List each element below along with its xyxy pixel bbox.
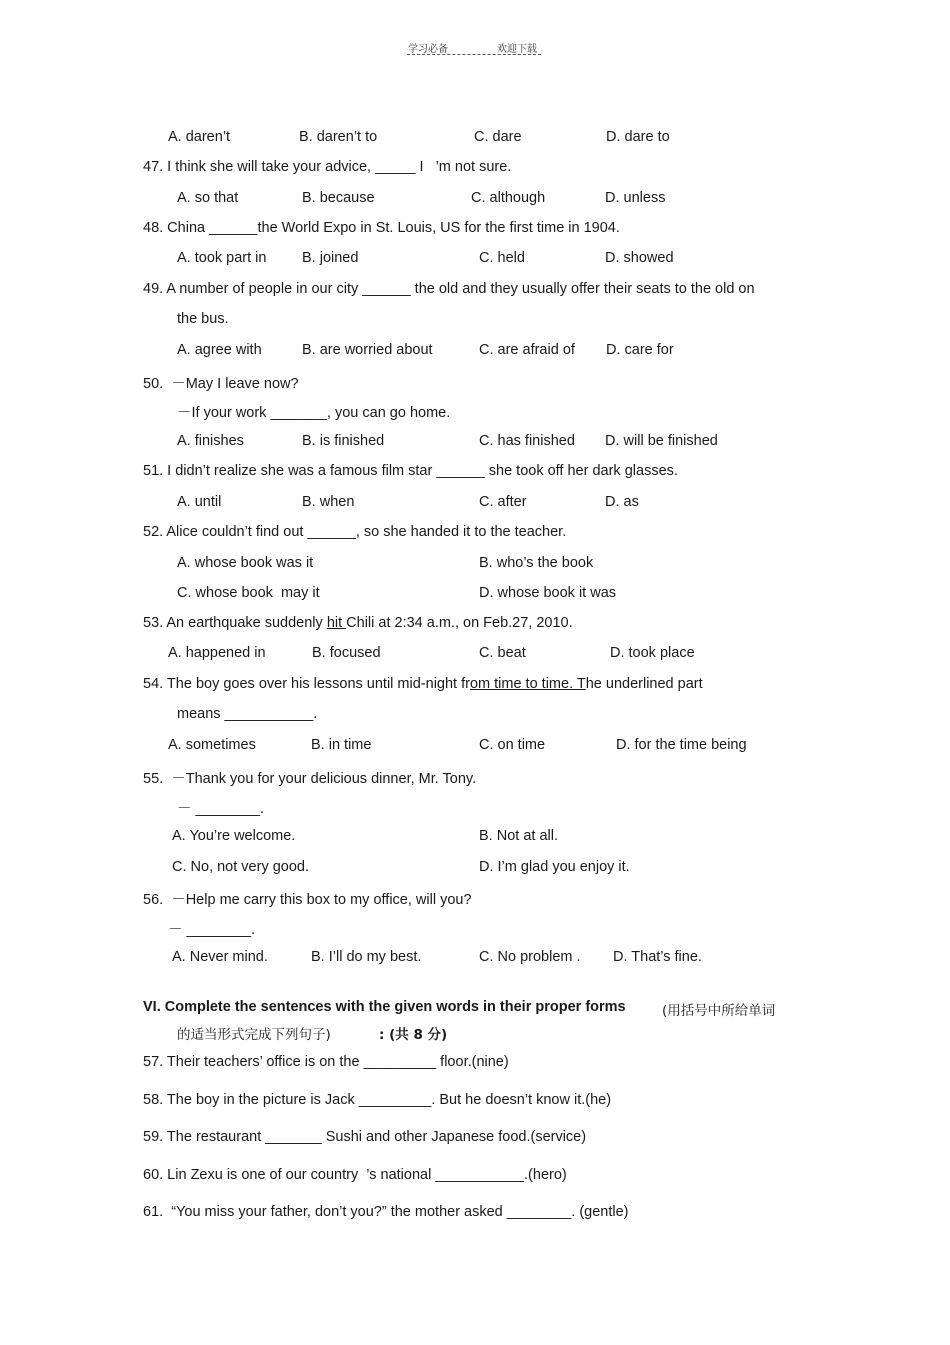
- q54-option-b: B. in time: [311, 737, 372, 753]
- q54-underlined-part: om time to time. T: [469, 676, 586, 692]
- q51-option-d: D. as: [605, 494, 639, 510]
- q56-option-d: D. That’s fine.: [613, 949, 702, 965]
- q53-option-a: A. happened in: [168, 645, 266, 661]
- q55-option-b: B. Not at all.: [479, 828, 558, 844]
- q51-option-b: B. when: [302, 494, 355, 510]
- section-6-title: VI. Complete the sentences with the given words in their proper forms: [143, 999, 626, 1015]
- q47-option-d: D. unless: [605, 190, 666, 206]
- section-6-score: : (共 8 分): [379, 1027, 448, 1043]
- q54-option-a: A. sometimes: [168, 737, 256, 753]
- q56-option-a: A. Never mind.: [172, 949, 268, 965]
- q53-option-d: D. took place: [610, 645, 695, 661]
- q58-stem: 58. The boy in the picture is Jack _________. But he doesn’t know it.(he): [143, 1092, 612, 1108]
- q46-option-c: C. dare: [474, 129, 522, 145]
- q49-option-b: B. are worried about: [302, 342, 433, 358]
- q53-stem: [143, 615, 573, 631]
- q52-option-a: A. whose book was it: [177, 555, 314, 571]
- q53-stem-end: Chili at 2:34 a.m., on Feb.27, 2010.: [346, 615, 573, 631]
- q59-stem: 59. The restaurant _______ Sushi and other Japanese food.(service): [143, 1129, 587, 1145]
- section-6-instruction-cn-1: (用括号中所给单词: [662, 1003, 776, 1019]
- q47-stem: 47. I think she will take your advice, _____ I ’m not sure.: [143, 159, 512, 175]
- q55-stem: 55. －Thank you for your delicious dinner, Mr. Tony.: [143, 771, 477, 787]
- q48-option-b: B. joined: [302, 250, 359, 266]
- q56-option-c: C. No problem .: [479, 949, 581, 965]
- q49-option-a: A. agree with: [177, 342, 262, 358]
- q51-option-c: C. after: [479, 494, 527, 510]
- q49-stem: 49. A number of people in our city ______ the old and they usually offer their seats to the old on: [143, 281, 755, 297]
- q54-stem-continued: means ___________.: [177, 706, 318, 722]
- header-right-text: 欢迎下载: [497, 44, 537, 55]
- q55-option-d: D. I’m glad you enjoy it.: [479, 859, 630, 875]
- q53-option-c: C. beat: [479, 645, 526, 661]
- header-divider: [407, 54, 541, 55]
- q56-stem: 56. －Help me carry this box to my office, will you?: [143, 892, 472, 908]
- q54-stem-end: he underlined part: [585, 676, 703, 692]
- q48-option-c: C. held: [479, 250, 525, 266]
- q55-response: － ________.: [177, 801, 265, 817]
- q46-option-d: D. dare to: [606, 129, 670, 145]
- q53-stem-start: 53. An earthquake suddenly: [143, 615, 327, 631]
- q49-stem-continued: the bus.: [177, 311, 229, 327]
- q52-stem: 52. Alice couldn’t find out ______, so she handed it to the teacher.: [143, 524, 567, 540]
- q48-option-a: A. took part in: [177, 250, 267, 266]
- q47-option-b: B. because: [302, 190, 375, 206]
- q50-option-a: A. finishes: [177, 433, 244, 449]
- q61-stem: 61. “You miss your father, don’t you?” the mother asked ________. (gentle): [143, 1204, 629, 1220]
- q48-option-d: D. showed: [605, 250, 674, 266]
- q57-stem: 57. Their teachers’ office is on the _________ floor.(nine): [143, 1054, 509, 1070]
- q54-option-c: C. on time: [479, 737, 546, 753]
- q48-stem: 48. China ______the World Expo in St. Louis, US for the first time in 1904.: [143, 220, 620, 236]
- q52-option-b: B. who’s the book: [479, 555, 594, 571]
- q50-option-c: C. has finished: [479, 433, 575, 449]
- q56-response: － ________.: [168, 922, 256, 938]
- q49-option-c: C. are afraid of: [479, 342, 575, 358]
- q52-option-d: D. whose book it was: [479, 585, 617, 601]
- q54-option-d: D. for the time being: [616, 737, 747, 753]
- q50-option-d: D. will be finished: [605, 433, 718, 449]
- q46-option-b: B. daren’t to: [299, 129, 378, 145]
- q51-stem: 51. I didn’t realize she was a famous film star ______ she took off her dark glasses.: [143, 463, 678, 479]
- q52-option-c: C. whose book may it: [177, 585, 320, 601]
- q55-option-a: A. You’re welcome.: [172, 828, 296, 844]
- q50-option-b: B. is finished: [302, 433, 385, 449]
- q49-option-d: D. care for: [606, 342, 674, 358]
- q53-underlined-word: hit: [326, 615, 347, 631]
- q56-option-b: B. I’ll do my best.: [311, 949, 422, 965]
- q47-option-a: A. so that: [177, 190, 239, 206]
- q54-stem: [143, 676, 703, 692]
- section-6-instruction-cn-2: 的适当形式完成下列句子): [177, 1027, 331, 1043]
- q47-option-c: C. although: [471, 190, 546, 206]
- q60-stem: 60. Lin Zexu is one of our country ’s national ___________.(hero): [143, 1167, 567, 1183]
- header-left-text: 学习必备: [408, 44, 448, 55]
- q53-option-b: B. focused: [312, 645, 381, 661]
- q55-option-c: C. No, not very good.: [172, 859, 310, 875]
- q50-stem: 50. －May I leave now?: [143, 376, 299, 392]
- q46-option-a: A. daren’t: [168, 129, 231, 145]
- q51-option-a: A. until: [177, 494, 222, 510]
- q54-stem-start: 54. The boy goes over his lessons until mid-night fr: [143, 676, 470, 692]
- q50-response: －If your work _______, you can go home.: [177, 405, 451, 421]
